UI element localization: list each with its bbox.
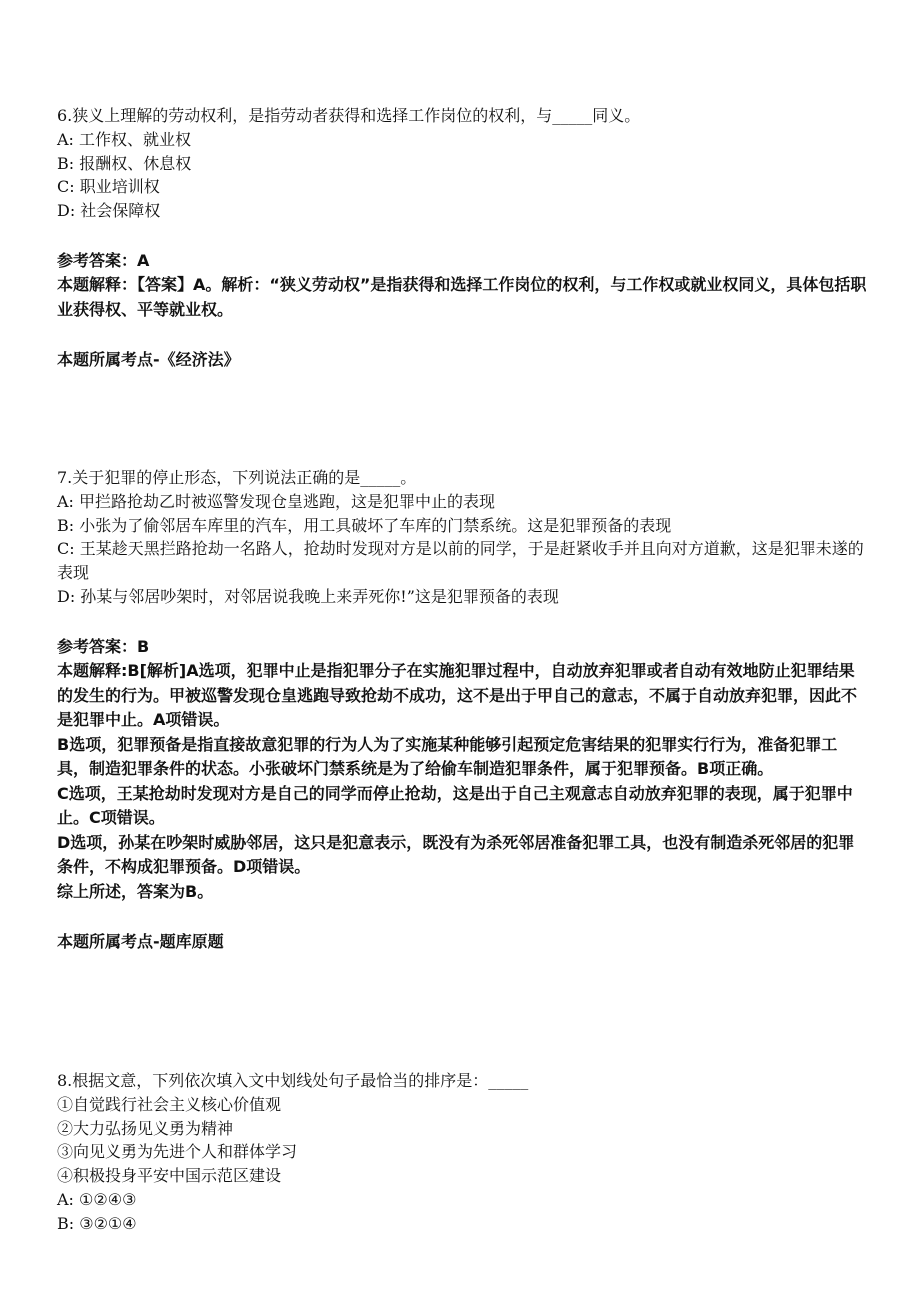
answer-explanation: 本题解释：【答案】A。解析：“狭义劳动权”是指获得和选择工作岗位的权利，与工作权或就业权同义，具体包括职业获得权、平等就业权。	[57, 275, 867, 319]
topic-label: 本题所属考点-题库原题	[57, 932, 224, 952]
answer-explanation: C选项，王某抢劫时发现对方是自己的同学而停止抢劫，这是出于自己主观意志自动放弃犯罪的表现，属于犯罪中止。C项错误。	[57, 783, 853, 828]
reference-answer: 参考答案：A	[57, 250, 150, 270]
option-b: B: 小张为了偷邻居车库里的汽车，用工具破坏了车库的门禁系统。这是犯罪预备的表现	[57, 515, 672, 535]
question-stem: 7.关于犯罪的停止形态，下列说法正确的是_____。	[57, 468, 417, 487]
answer-summary: 综上所述，答案为B。	[57, 881, 214, 901]
list-item: ④积极投身平安中国示范区建设	[57, 1166, 282, 1186]
list-item: ②大力弘扬见义勇为精神	[57, 1118, 234, 1138]
option-a: A: ①②④③	[57, 1189, 137, 1209]
answer-explanation: B选项，犯罪预备是指直接故意犯罪的行为人为了实施某种能够引起预定危害结果的犯罪实行行为，准备犯罪工具，制造犯罪条件的状态。小张破坏门禁系统是为了给偷车制造犯罪条件，属于犯罪预备。B项正确。	[57, 734, 838, 779]
option-b: B: 报酬权、休息权	[57, 153, 192, 173]
question-stem: 8.根据文意，下列依次填入文中划线处句子最恰当的排序是：_____	[57, 1071, 529, 1090]
question-stem: 6.狭义上理解的劳动权利，是指劳动者获得和选择工作岗位的权利，与_____同义。	[57, 106, 641, 125]
option-c: C: 王某趁天黑拦路抢劫一名路人，抢劫时发现对方是以前的同学，于是赶紧收手并且向对方道歉，这是犯罪未遂的表现	[57, 539, 864, 583]
topic-label: 本题所属考点-《经济法》	[57, 350, 240, 370]
answer-explanation: D选项，孙某在吵架时威胁邻居，这只是犯意表示，既没有为杀死邻居准备犯罪工具，也没有制造杀死邻居的犯罪条件，不构成犯罪预备。D项错误。	[57, 832, 855, 877]
option-d: D: 社会保障权	[57, 201, 161, 221]
option-d: D: 孙某与邻居吵架时，对邻居说我晚上来弄死你!”这是犯罪预备的表现	[57, 586, 559, 606]
question-8	[57, 1069, 867, 1236]
list-item: ①自觉践行社会主义核心价值观	[57, 1094, 282, 1114]
list-item: ③向见义勇为先进个人和群体学习	[57, 1142, 298, 1162]
reference-answer: 参考答案：B	[57, 636, 150, 656]
option-a: A: 甲拦路抢劫乙时被巡警发现仓皇逃跑，这是犯罪中止的表现	[57, 491, 496, 511]
answer-explanation: 本题解释:B[解析]A选项，犯罪中止是指犯罪分子在实施犯罪过程中，自动放弃犯罪或者自动有效地防止犯罪结果的发生的行为。甲被巡警发现仓皇逃跑导致抢劫不成功，这不是出于甲自己的意志，不属于自动放弃犯罪，因此不是犯罪中止。A项错误。	[57, 661, 858, 730]
question-6	[57, 104, 867, 373]
option-b: B: ③②①④	[57, 1213, 137, 1233]
question-7	[57, 466, 867, 955]
option-c: C: 职业培训权	[57, 177, 160, 197]
option-a: A: 工作权、就业权	[57, 129, 192, 149]
